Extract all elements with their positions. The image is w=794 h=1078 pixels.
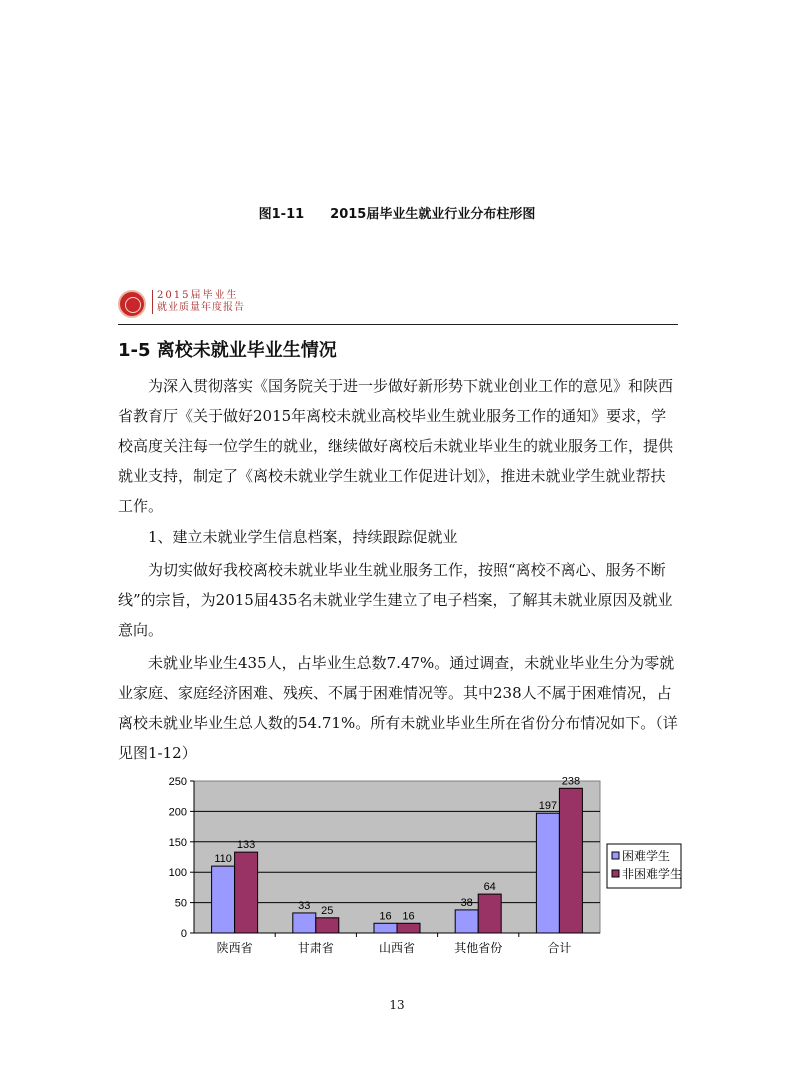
data-label: 33 bbox=[298, 899, 311, 912]
header-divider bbox=[118, 324, 678, 325]
x-tick-label: 甘肃省 bbox=[297, 941, 334, 955]
university-seal-icon bbox=[118, 290, 146, 318]
data-label: 38 bbox=[460, 896, 473, 909]
bar bbox=[455, 910, 478, 933]
province-distribution-chart bbox=[150, 768, 690, 968]
data-label: 25 bbox=[321, 904, 334, 917]
y-tick-label: 100 bbox=[168, 867, 187, 880]
bar bbox=[559, 788, 582, 933]
bar bbox=[536, 813, 559, 933]
figure-number: 图1-11 bbox=[258, 207, 305, 222]
bar bbox=[235, 852, 258, 933]
x-tick-label: 山西省 bbox=[378, 941, 416, 955]
legend-swatch bbox=[612, 852, 619, 859]
data-label: 110 bbox=[214, 853, 232, 866]
bar bbox=[478, 894, 501, 933]
data-label: 197 bbox=[538, 800, 558, 813]
bar bbox=[374, 923, 397, 933]
paragraph-intro: 为深入贯彻落实《国务院关于进一步做好新形势下就业创业工作的意见》和陕西省教育厅《关于做好2015年离校未就业高校毕业生就业服务工作的通知》要求，学校高度关注每一位学生的就业，继续做好离校后未就业毕业生的就业服务工作，提供就业支持，制定了《离校未就业学生就业工作促进计划》，推进未就业学生就业帮扶工作。 bbox=[118, 377, 674, 515]
report-header bbox=[118, 290, 678, 326]
figure-title: 2015届毕业生就业行业分布柱形图 bbox=[330, 207, 536, 222]
figure-caption bbox=[0, 203, 794, 222]
paragraph-subheading: 1、建立未就业学生信息档案，持续跟踪促就业 bbox=[148, 528, 458, 546]
paragraph-archive: 为切实做好我校离校未就业毕业生就业服务工作，按照“离校不离心、服务不断线”的宗旨，为2015届435名未就业学生建立了电子档案，了解其未就业原因及就业意向。 bbox=[118, 561, 673, 639]
section-title: 1-5 离校未就业毕业生情况 bbox=[118, 340, 337, 361]
x-tick-label: 陕西省 bbox=[216, 941, 253, 955]
legend-entry: 非困难学生 bbox=[622, 867, 683, 881]
legend-entry: 困难学生 bbox=[622, 849, 671, 863]
data-label: 133 bbox=[236, 839, 256, 852]
y-tick-label: 250 bbox=[168, 776, 187, 788]
y-tick-label: 0 bbox=[180, 928, 187, 940]
y-tick-label: 150 bbox=[168, 836, 187, 849]
y-tick-label: 200 bbox=[168, 806, 187, 819]
data-label: 16 bbox=[379, 910, 392, 923]
bar bbox=[397, 923, 420, 933]
data-label: 238 bbox=[561, 775, 581, 788]
x-tick-label: 合计 bbox=[547, 941, 572, 955]
data-label: 16 bbox=[402, 910, 415, 923]
page-number: 13 bbox=[389, 998, 405, 1012]
paragraph-statistics: 未就业毕业生435人，占毕业生总数7.47%。通过调查，未就业毕业生分为零就业家庭、家庭经济困难、残疾、不属于困难情况等。其中238人不属于困难情况，占离校未就业毕业生总人数的54.71%。所有未就业毕业生所在省份分布情况如下。（详见图1-12） bbox=[118, 654, 678, 762]
y-tick-label: 50 bbox=[174, 897, 187, 910]
report-header-text bbox=[152, 290, 245, 314]
header-line-1: 2015届毕业生 bbox=[157, 290, 239, 301]
legend-swatch bbox=[612, 870, 619, 877]
header-line-2: 就业质量年度报告 bbox=[157, 302, 245, 313]
bar bbox=[316, 918, 339, 933]
bar bbox=[293, 913, 316, 933]
x-tick-label: 其他省份 bbox=[454, 941, 503, 955]
data-label: 64 bbox=[483, 881, 496, 894]
bar bbox=[212, 866, 235, 933]
